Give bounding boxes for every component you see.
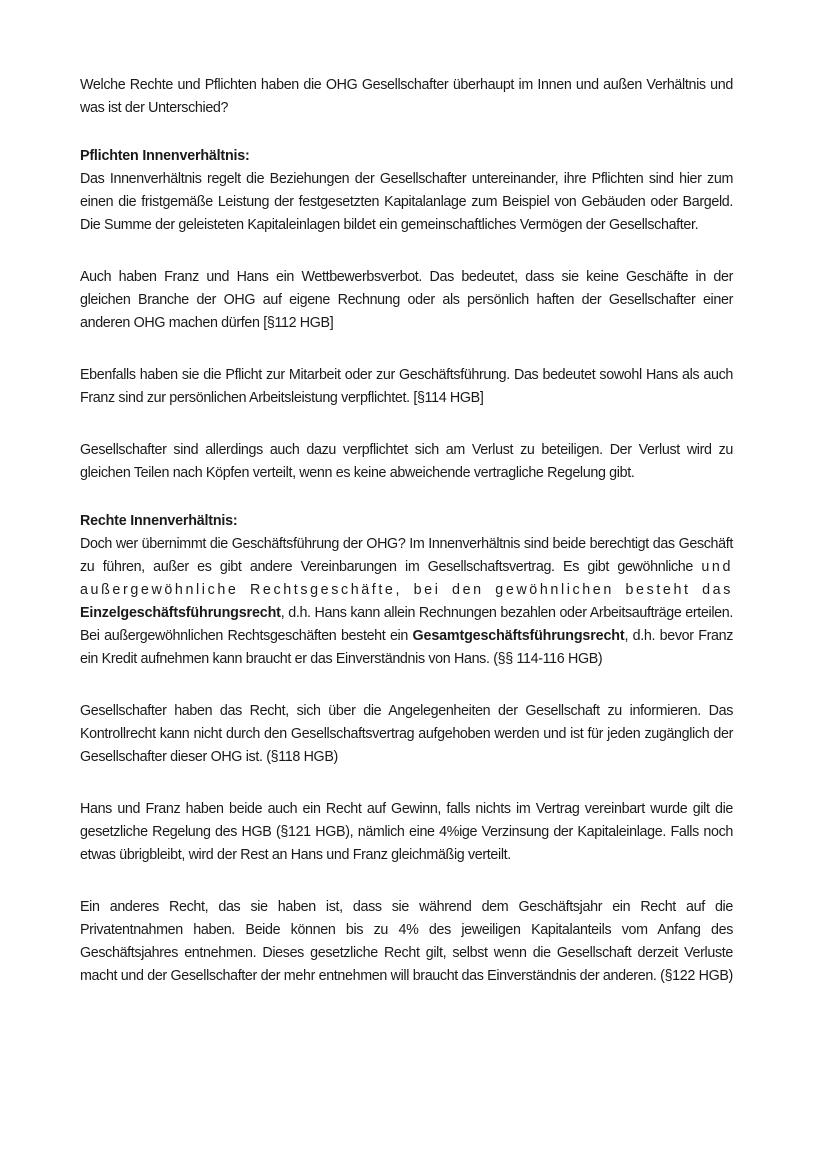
text-segment: , d.h. Hans kann allein Rechnungen bezahlen oder Arbeitsaufträge erteilen. Bei außergewöhnlichen Rechtsgeschäften besteht ein (80, 605, 733, 644)
paragraph-gewinn: Hans und Franz haben beide auch ein Recht auf Gewinn, falls nichts im Vertrag vereinbart wurde gilt die gesetzliche Regelung des HGB (§121 HGB), nämlich eine 4%ige Verzinsung der Kapitaleinlage. Falls noch etwas übrigbleibt, wird der Rest an Hans und Franz gleichmäßig verteilt. (80, 801, 733, 863)
paragraph-kapitaleinlage: Das Innenverhältnis regelt die Beziehungen der Gesellschafter untereinander, ihre Pflichten sind hier zum einen die fristgemäße Leistung der festgesetzten Kapitalanlage zum Beispiel von Gebäuden oder Bargeld. Die Summe der geleisteten Kapitaleinlagen bildet ein gemeinschaftliches Vermögen der Gesellschafter. (80, 171, 733, 233)
intro-question: Welche Rechte und Pflichten haben die OHG Gesellschafter überhaupt im Innen und außen Verhältnis und was ist der Unterschied? (80, 77, 733, 116)
paragraph-privatentnahmen: Ein anderes Recht, das sie haben ist, dass sie während dem Geschäftsjahr ein Recht auf die Privatentnahmen haben. Beide können bis zu 4% des jeweiligen Kapitalanteils vom Anfang des Geschäftsjahres entnehmen. Dieses gesetzliche Recht gilt, selbst wenn die Gesellschaft derzeit Verluste macht und der Gesellschafter der mehr entnehmen will braucht das Einverständnis der anderen. (§122 HGB) (80, 899, 733, 984)
paragraph-wettbewerbsverbot: Auch haben Franz und Hans ein Wettbewerbsverbot. Das bedeutet, dass sie keine Geschäfte in der gleichen Branche der OHG auf eigene Rechnung oder als persönlich haften der Gesellschafter einer anderen OHG machen dürfen [§112 HGB] (80, 269, 733, 331)
paragraph-geschaeftsfuehrung (80, 533, 733, 671)
text-segment-spaced: und außergewöhnliche Rechtsgeschäfte, bei den gewöhnlichen besteht das (80, 559, 733, 598)
heading-rechte-innenverhaeltnis: Rechte Innenverhältnis: (80, 513, 238, 529)
paragraph-mitarbeit: Ebenfalls haben sie die Pflicht zur Mitarbeit oder zur Geschäftsführung. Das bedeutet sowohl Hans als auch Franz sind zur persönlichen Arbeitsleistung verpflichtet. [§114 HGB] (80, 367, 733, 406)
text-segment: , d.h. bevor Franz ein Kredit aufnehmen kann braucht er das Einverständnis von Hans. (§§ 114-116 HGB) (80, 628, 733, 667)
term-gesamtgeschaeftsfuehrungsrecht: Gesamtgeschäftsführungsrecht (412, 628, 625, 644)
heading-pflichten-innenverhaeltnis: Pflichten Innenverhältnis: (80, 148, 250, 164)
text-segment: Doch wer übernimmt die Geschäftsführung der OHG? Im Innenverhältnis sind beide berechtigt das Geschäft zu führen, außer es gibt andere Vereinbarungen im Gesellschaftsvertrag. Es gibt gewöhnliche (80, 536, 733, 575)
paragraph-verlust: Gesellschafter sind allerdings auch dazu verpflichtet sich am Verlust zu beteiligen. Der Verlust wird zu gleichen Teilen nach Köpfen verteilt, wenn es keine abweichende vertragliche Regelung gibt. (80, 442, 733, 481)
paragraph-kontrollrecht: Gesellschafter haben das Recht, sich über die Angelegenheiten der Gesellschaft zu informieren. Das Kontrollrecht kann nicht durch den Gesellschaftsvertrag aufgehoben werden und ist für jeden zugänglich der Gesellschafter dieser OHG ist. (§118 HGB) (80, 703, 733, 765)
term-einzelgeschaeftsfuehrungsrecht: Einzelgeschäftsführungsrecht (80, 605, 281, 621)
